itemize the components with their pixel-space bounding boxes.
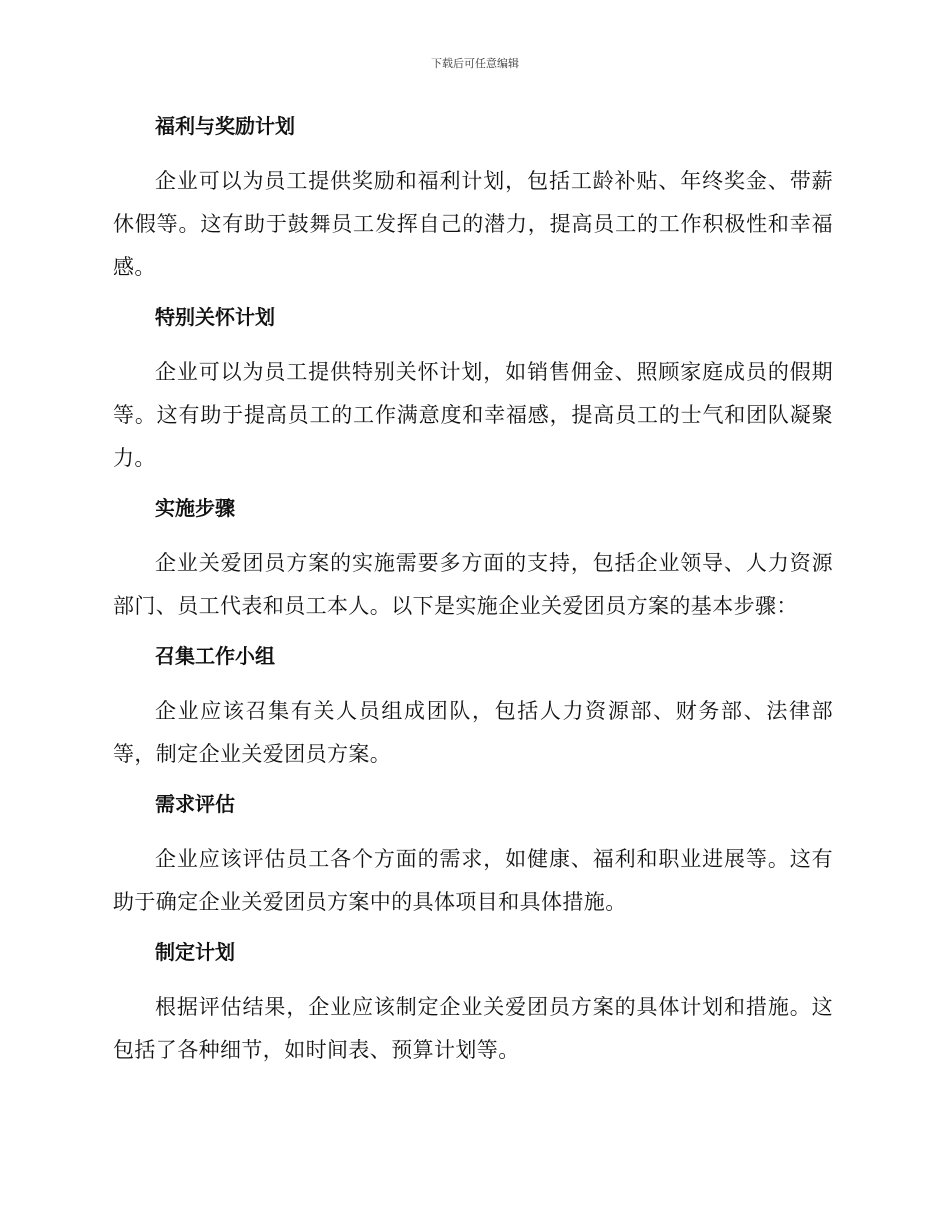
section-heading-implementation: 实施步骤	[155, 496, 235, 520]
section-heading-special-care: 特别关怀计划	[155, 305, 275, 329]
section-paragraph-needs-assessment: 企业应该评估员工各个方面的需求，如健康、福利和职业进展等。这有助于确定企业关爱团员方案中的具体项目和具体措施。	[113, 847, 833, 914]
section-heading-needs-assessment: 需求评估	[155, 792, 235, 816]
header-note: 下载后可任意编辑	[431, 57, 519, 70]
section-heading-benefits: 福利与奖励计划	[155, 114, 295, 138]
section-paragraph-implementation: 企业关爱团员方案的实施需要多方面的支持，包括企业领导、人力资源部门、员工代表和员工本人。以下是实施企业关爱团员方案的基本步骤：	[113, 551, 833, 618]
section-heading-working-group: 召集工作小组	[155, 644, 275, 668]
section-heading-plan: 制定计划	[155, 940, 235, 964]
section-paragraph-benefits: 企业可以为员工提供奖励和福利计划，包括工龄补贴、年终奖金、带薪休假等。这有助于鼓舞员工发挥自己的潜力，提高员工的工作积极性和幸福感。	[113, 169, 833, 279]
section-paragraph-working-group: 企业应该召集有关人员组成团队，包括人力资源部、财务部、法律部等，制定企业关爱团员方案。	[113, 699, 833, 766]
section-paragraph-plan: 根据评估结果，企业应该制定企业关爱团员方案的具体计划和措施。这包括了各种细节，如时间表、预算计划等。	[113, 995, 833, 1062]
section-paragraph-special-care: 企业可以为员工提供特别关怀计划，如销售佣金、照顾家庭成员的假期等。这有助于提高员工的工作满意度和幸福感，提高员工的士气和团队凝聚力。	[113, 360, 833, 470]
document-body	[113, 108, 833, 1082]
